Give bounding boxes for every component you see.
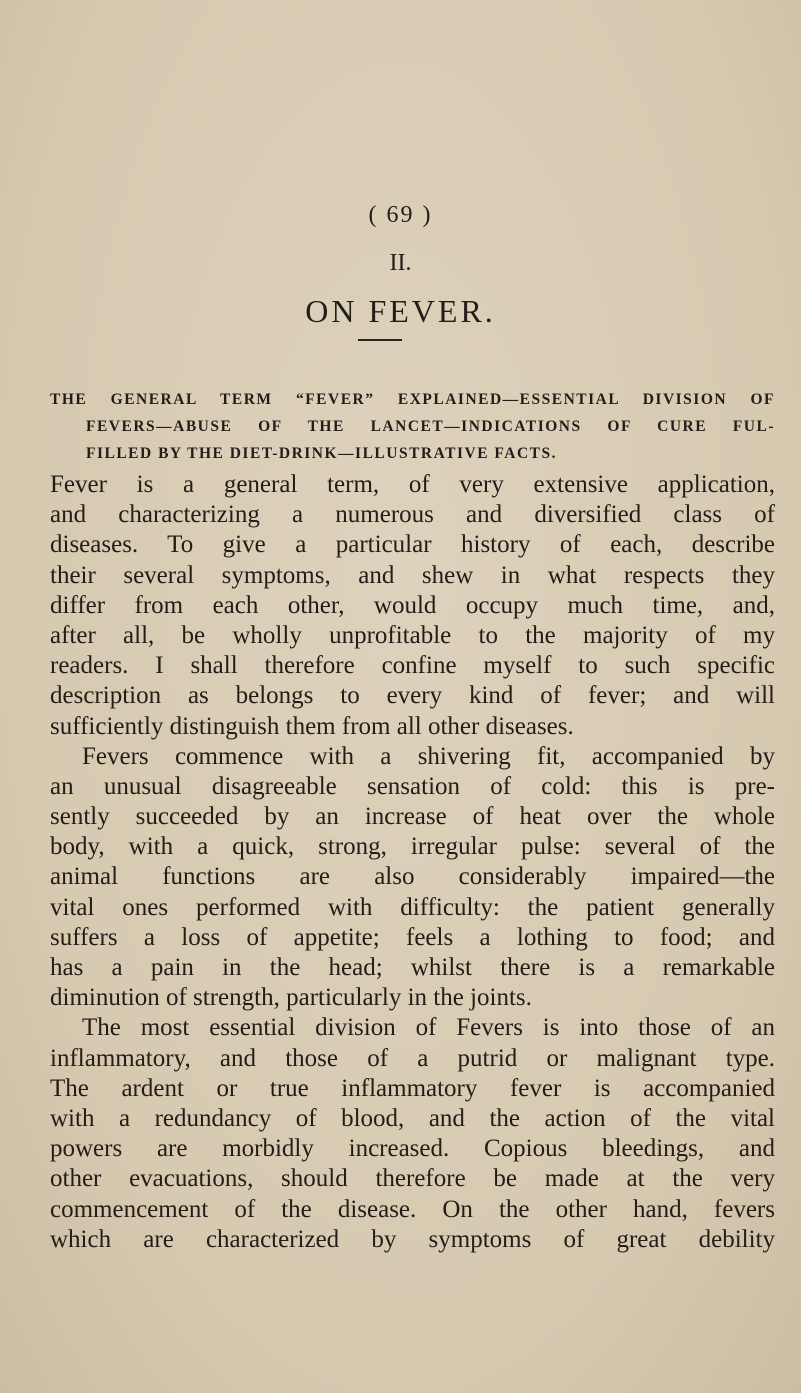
text-line: their several symptoms, and shew in what respects they	[50, 561, 775, 589]
text-line: description as belongs to every kind of fever; and will	[50, 682, 775, 710]
summary-line: FILLED BY THE DIET-DRINK—ILLUSTRATIVE FACTS.	[86, 445, 557, 462]
text-line: commencement of the disease. On the other hand, fevers	[50, 1195, 775, 1223]
text-line: an unusual disagreeable sensation of cold: this is pre-	[50, 772, 775, 800]
chapter-title: ON FEVER.	[305, 293, 496, 329]
text-line: sently succeeded by an increase of heat over the whole	[50, 803, 775, 831]
page-number: ( 69 )	[368, 202, 433, 228]
text-line: with a redundancy of blood, and the action of the vital	[50, 1104, 775, 1132]
title-rule	[358, 339, 402, 341]
text-line: inflammatory, and those of a putrid or malignant type.	[50, 1044, 775, 1072]
text-line: differ from each other, would occupy much time, and,	[50, 591, 775, 619]
text-line: sufficiently distinguish them from all other diseases.	[50, 712, 574, 740]
text-line: and characterizing a numerous and diversified class of	[50, 501, 775, 529]
chapter-number: II.	[389, 250, 412, 276]
text-line: The ardent or true inflammatory fever is accompanied	[50, 1074, 775, 1102]
text-line: which are characterized by symptoms of great debility	[50, 1225, 775, 1253]
text-line: has a pain in the head; whilst there is a remarkable	[50, 954, 775, 981]
text-line: diminution of strength, particularly in the joints.	[50, 984, 532, 1012]
text-line: vital ones performed with difficulty: the patient generally	[50, 893, 775, 921]
text-line: after all, be wholly unprofitable to the majority of my	[50, 621, 775, 649]
body-text	[50, 470, 775, 1255]
text-line: body, with a quick, strong, irregular pulse: several of the	[50, 833, 775, 861]
text-line: Fevers commence with a shivering fit, accompanied by	[82, 742, 775, 770]
chapter-summary	[50, 386, 775, 467]
text-line: animal functions are also considerably impaired—the	[50, 863, 775, 891]
summary-line: FEVERS—ABUSE OF THE LANCET—INDICATIONS OF CURE FUL-	[86, 418, 775, 435]
text-line: diseases. To give a particular history of each, describe	[50, 531, 775, 559]
text-line: readers. I shall therefore confine myself to such specific	[50, 652, 775, 680]
text-line: suffers a loss of appetite; feels a lothing to food; and	[50, 923, 775, 951]
text-line: other evacuations, should therefore be made at the very	[50, 1165, 775, 1193]
text-line: powers are morbidly increased. Copious bleedings, and	[50, 1135, 775, 1163]
summary-line: THE GENERAL TERM “FEVER” EXPLAINED—ESSENTIAL DIVISION OF	[50, 391, 775, 408]
text-line: The most essential division of Fevers is into those of an	[82, 1014, 775, 1042]
text-line: Fever is a general term, of very extensive application,	[50, 471, 775, 498]
